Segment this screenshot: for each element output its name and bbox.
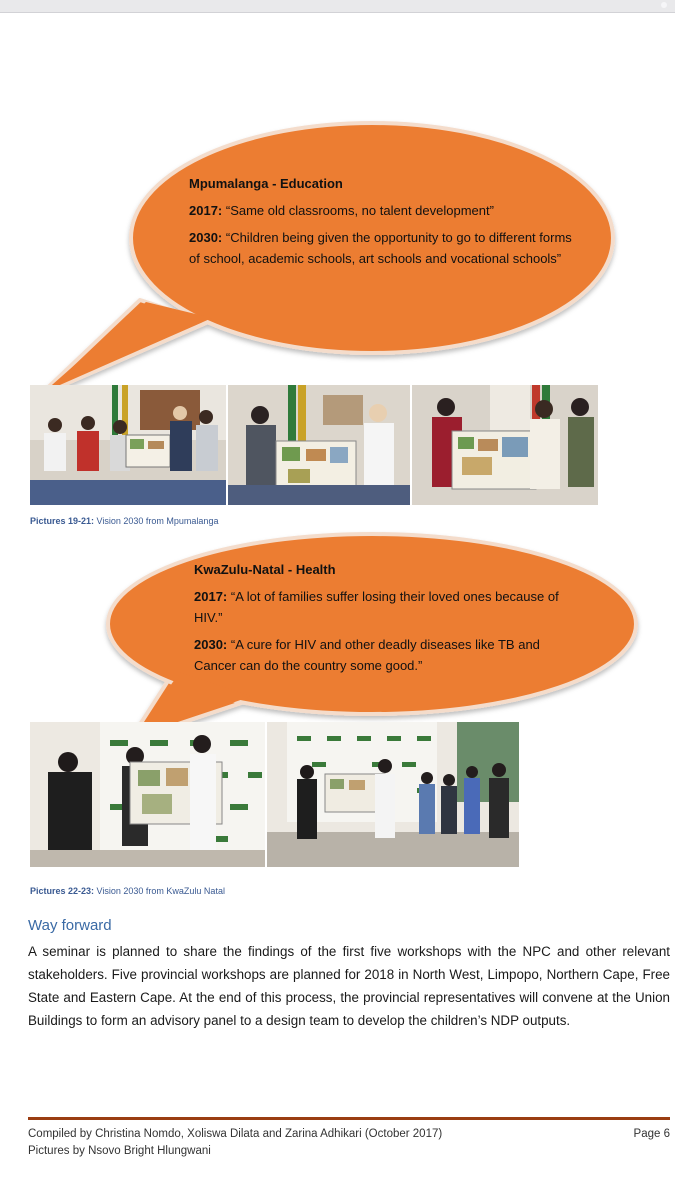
year-label: 2017: <box>189 203 223 218</box>
bubble-2030-quote <box>194 634 566 676</box>
year-label: 2017: <box>194 589 228 604</box>
section-heading: Way forward <box>28 917 112 934</box>
bubble-title: KwaZulu-Natal - Health <box>194 562 336 577</box>
footer-divider <box>28 1117 670 1120</box>
page-number: Page 6 <box>633 1128 670 1140</box>
footer-pictures-by: Pictures by Nsovo Bright Hlungwani <box>28 1145 211 1157</box>
quote-text: “Same old classrooms, no talent development” <box>222 203 494 218</box>
photo-mpumalanga-group-1 <box>30 385 226 505</box>
bubble-text-mpumalanga <box>189 173 579 313</box>
year-label: 2030: <box>194 637 228 652</box>
quote-text: “Children being given the opportunity to go to different forms of school, academic schools, art schools and vocational schools” <box>189 230 572 266</box>
caption-text: Vision 2030 from KwaZulu Natal <box>94 886 225 896</box>
quote-text: “A lot of families suffer losing their loved ones because of HIV.” <box>194 589 559 625</box>
photo-kwazulu-natal-group-2 <box>267 722 519 867</box>
photo-mpumalanga-group-3 <box>412 385 598 505</box>
footer-compiled-by: Compiled by Christina Nomdo, Xoliswa Dilata and Zarina Adhikari (October 2017) <box>28 1128 443 1140</box>
section-body: A seminar is planned to share the findings of the first five workshops with the NPC and other relevant stakeholders. Five provincial workshops are planned for 2018 in North West, Limpopo, Northern Cape, Free State and Eastern Cape. At the end of this process, the provincial representatives will convene at the Union Buildings to form an advisory panel to a design team to develop the children’s NDP outputs. <box>28 944 670 1028</box>
caption-label: Pictures 19-21: <box>30 516 95 526</box>
bubble-text-kwazulu-natal <box>194 559 566 682</box>
bubble-2017-quote <box>194 586 566 628</box>
caption-pictures-19-21 <box>30 516 218 526</box>
quote-text: “A cure for HIV and other deadly diseases like TB and Cancer can do the country some good.” <box>194 637 540 673</box>
caption-pictures-22-23 <box>30 886 225 896</box>
year-label: 2030: <box>189 230 223 245</box>
photo-kwazulu-natal-group-1 <box>30 722 265 867</box>
caption-text: Vision 2030 from Mpumalanga <box>94 516 219 526</box>
caption-label: Pictures 22-23: <box>30 886 95 896</box>
photo-mpumalanga-group-2 <box>228 385 410 505</box>
bubble-2017-quote <box>189 200 579 221</box>
bubble-2030-quote <box>189 227 579 269</box>
bubble-title: Mpumalanga - Education <box>189 176 343 191</box>
